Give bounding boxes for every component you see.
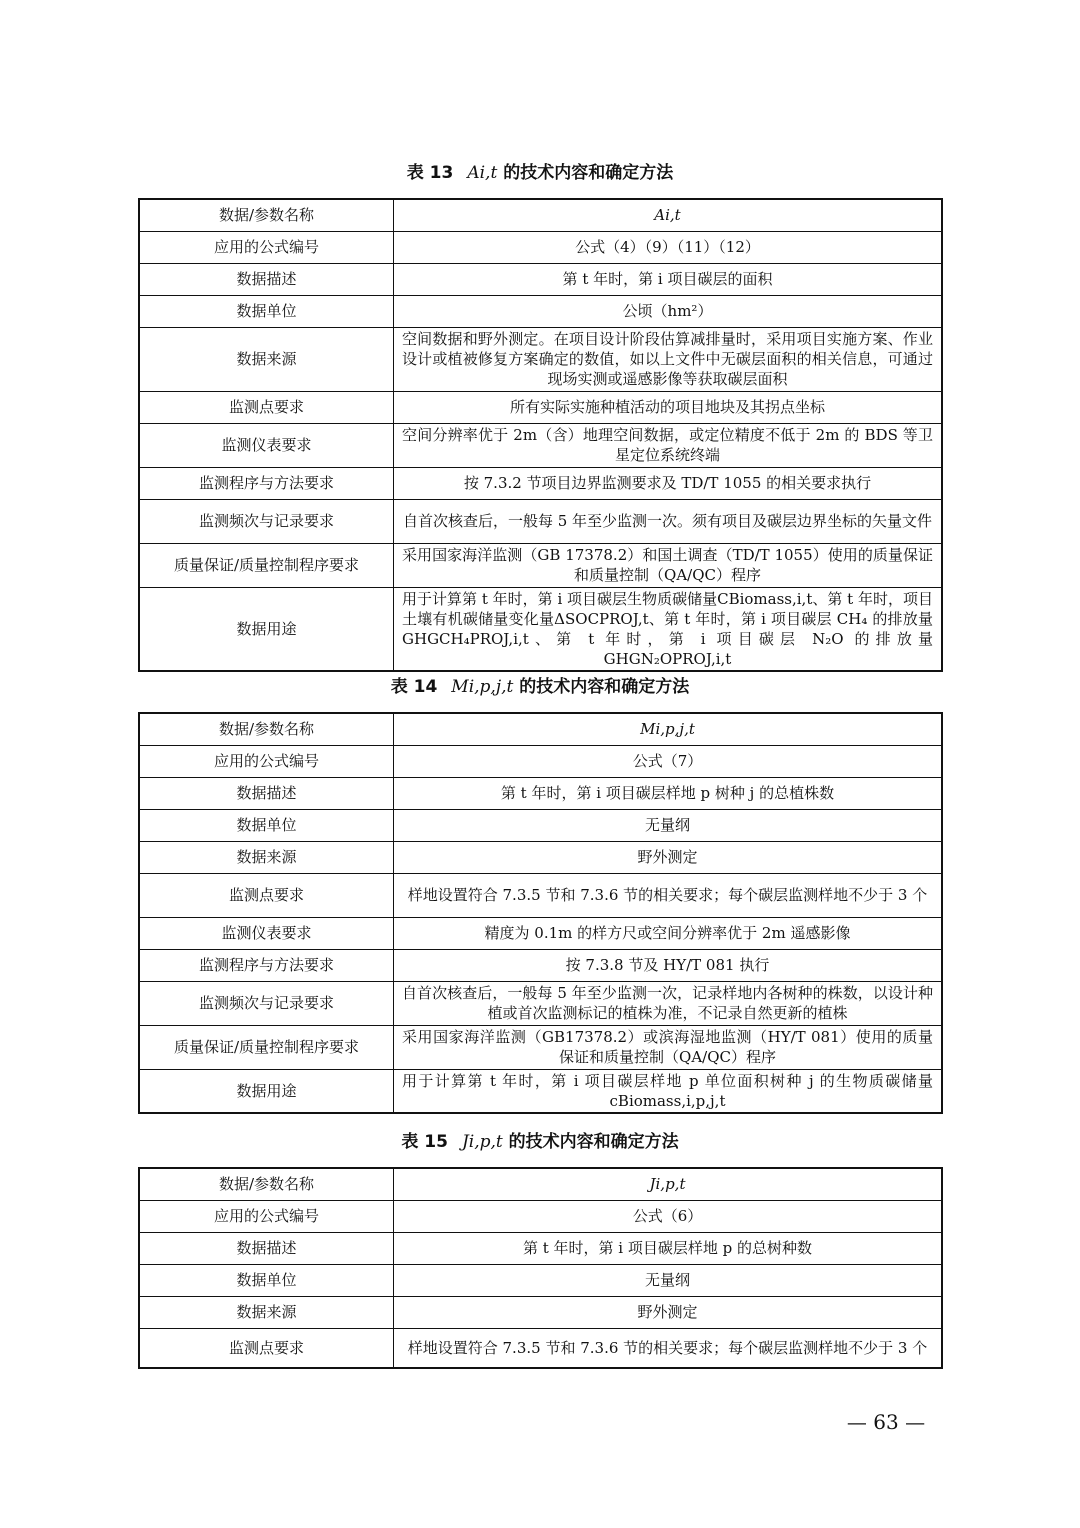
param-value: 公式（6）	[394, 1200, 943, 1232]
param-value: 按 7.3.8 节及 HY/T 081 执行	[394, 949, 943, 981]
param-value: 野外测定	[394, 841, 943, 873]
table-row	[139, 713, 942, 745]
param-key: 数据来源	[139, 327, 394, 391]
table-row	[139, 1296, 942, 1328]
param-value: 无量纲	[394, 1264, 943, 1296]
table-row	[139, 543, 942, 587]
table-row	[139, 295, 942, 327]
table-row	[139, 423, 942, 467]
param-value: 按 7.3.2 节项目边界监测要求及 TD/T 1055 的相关要求执行	[394, 467, 943, 499]
table13-title: 的技术内容和确定方法	[503, 163, 674, 183]
table-row	[139, 777, 942, 809]
table14-title: 的技术内容和确定方法	[519, 677, 690, 697]
table14-variable: Mi,p,j,t	[451, 677, 514, 697]
table-row	[139, 499, 942, 543]
param-key: 质量保证/质量控制程序要求	[139, 543, 394, 587]
param-key: 数据单位	[139, 809, 394, 841]
table-row	[139, 1328, 942, 1368]
table-row	[139, 467, 942, 499]
table13-variable: Ai,t	[467, 163, 498, 183]
param-value: 用于计算第 t 年时，第 i 项目碳层样地 p 单位面积树种 j 的生物质碳储量 cBiomass,i,p,j,t	[394, 1069, 943, 1113]
param-key: 应用的公式编号	[139, 745, 394, 777]
param-key: 监测频次与记录要求	[139, 499, 394, 543]
param-value: 第 t 年时，第 i 项目碳层的面积	[394, 263, 943, 295]
param-value: 自首次核查后，一般每 5 年至少监测一次。须有项目及碳层边界坐标的矢量文件	[394, 499, 943, 543]
param-key: 应用的公式编号	[139, 231, 394, 263]
table-row	[139, 949, 942, 981]
table-row	[139, 391, 942, 423]
param-value: 空间数据和野外测定。在项目设计阶段估算减排量时，采用项目实施方案、作业设计或植被修复方案确定的数值，如以上文件中无碳层面积的相关信息，可通过现场实测或遥感影像等获取碳层面积	[394, 327, 943, 391]
param-value: 第 t 年时，第 i 项目碳层样地 p 的总树种数	[394, 1232, 943, 1264]
param-value: 野外测定	[394, 1296, 943, 1328]
param-key: 监测点要求	[139, 1328, 394, 1368]
table14-caption	[0, 672, 1080, 697]
param-key: 数据单位	[139, 1264, 394, 1296]
table-row	[139, 1168, 942, 1200]
param-key: 数据用途	[139, 587, 394, 671]
table14-number: 表 14	[390, 677, 438, 697]
param-value: 自首次核查后，一般每 5 年至少监测一次，记录样地内各树种的株数，以设计种植或首次监测标记的植株为准，不记录自然更新的植株	[394, 981, 943, 1025]
param-value: 公式（7）	[394, 745, 943, 777]
param-key: 监测程序与方法要求	[139, 949, 394, 981]
param-value: 所有实际实施种植活动的项目地块及其拐点坐标	[394, 391, 943, 423]
param-key: 数据来源	[139, 841, 394, 873]
page-number: — 63 —	[846, 1410, 926, 1434]
param-key: 数据来源	[139, 1296, 394, 1328]
table-row	[139, 873, 942, 917]
param-value: 空间分辨率优于 2m（含）地理空间数据，或定位精度不低于 2m 的 BDS 等卫星定位系统终端	[394, 423, 943, 467]
param-key: 数据/参数名称	[139, 1168, 394, 1200]
table-row	[139, 1232, 942, 1264]
param-key: 数据描述	[139, 263, 394, 295]
param-key: 监测点要求	[139, 391, 394, 423]
param-key: 数据单位	[139, 295, 394, 327]
param-key: 监测频次与记录要求	[139, 981, 394, 1025]
param-value: 采用国家海洋监测（GB 17378.2）和国土调查（TD/T 1055）使用的质量保证和质量控制（QA/QC）程序	[394, 543, 943, 587]
table-row	[139, 587, 942, 671]
table-row	[139, 1200, 942, 1232]
param-value: 精度为 0.1m 的样方尺或空间分辨率优于 2m 遥感影像	[394, 917, 943, 949]
param-value: 用于计算第 t 年时，第 i 项目碳层生物质碳储量CBiomass,i,t、第 t 年时，项目土壤有机碳储量变化量ΔSOCPROJ,t、第 t 年时，第 i 项目碳层 CH₄ 的排放量GHGCH₄PROJ,i,t、第 t 年时，第 i 项目碳层 N₂O 的排放量GHGN₂OPROJ,i,t	[394, 587, 943, 671]
table13	[138, 198, 943, 672]
table13-number: 表 13	[406, 163, 454, 183]
table-row	[139, 981, 942, 1025]
table15	[138, 1167, 943, 1369]
param-value: Mi,p,j,t	[394, 713, 943, 745]
table-row	[139, 917, 942, 949]
param-key: 监测仪表要求	[139, 917, 394, 949]
param-key: 数据用途	[139, 1069, 394, 1113]
table-row	[139, 1264, 942, 1296]
table-row	[139, 199, 942, 231]
table13-caption	[0, 158, 1080, 183]
param-key: 监测仪表要求	[139, 423, 394, 467]
table-row	[139, 1025, 942, 1069]
table14	[138, 712, 943, 1114]
param-key: 监测程序与方法要求	[139, 467, 394, 499]
table15-variable: Ji,p,t	[461, 1132, 503, 1152]
param-key: 监测点要求	[139, 873, 394, 917]
param-value: 样地设置符合 7.3.5 节和 7.3.6 节的相关要求；每个碳层监测样地不少于 3 个	[394, 1328, 943, 1368]
table-row	[139, 1069, 942, 1113]
param-value: 第 t 年时，第 i 项目碳层样地 p 树种 j 的总植株数	[394, 777, 943, 809]
param-key: 质量保证/质量控制程序要求	[139, 1025, 394, 1069]
table-row	[139, 263, 942, 295]
param-value: Ai,t	[394, 199, 943, 231]
param-value: 无量纲	[394, 809, 943, 841]
table-row	[139, 745, 942, 777]
param-key: 数据/参数名称	[139, 713, 394, 745]
param-value: 公式（4）（9）（11）（12）	[394, 231, 943, 263]
param-key: 数据/参数名称	[139, 199, 394, 231]
param-key: 数据描述	[139, 777, 394, 809]
table-row	[139, 809, 942, 841]
param-key: 应用的公式编号	[139, 1200, 394, 1232]
param-value: 采用国家海洋监测（GB17378.2）或滨海湿地监测（HY/T 081）使用的质量保证和质量控制（QA/QC）程序	[394, 1025, 943, 1069]
param-value: 样地设置符合 7.3.5 节和 7.3.6 节的相关要求；每个碳层监测样地不少于 3 个	[394, 873, 943, 917]
table-row	[139, 327, 942, 391]
table-row	[139, 231, 942, 263]
param-value: Ji,p,t	[394, 1168, 943, 1200]
table15-caption	[0, 1127, 1080, 1152]
param-value: 公顷（hm²）	[394, 295, 943, 327]
table15-title: 的技术内容和确定方法	[508, 1132, 679, 1152]
param-key: 数据描述	[139, 1232, 394, 1264]
table15-number: 表 15	[401, 1132, 448, 1152]
table-row	[139, 841, 942, 873]
